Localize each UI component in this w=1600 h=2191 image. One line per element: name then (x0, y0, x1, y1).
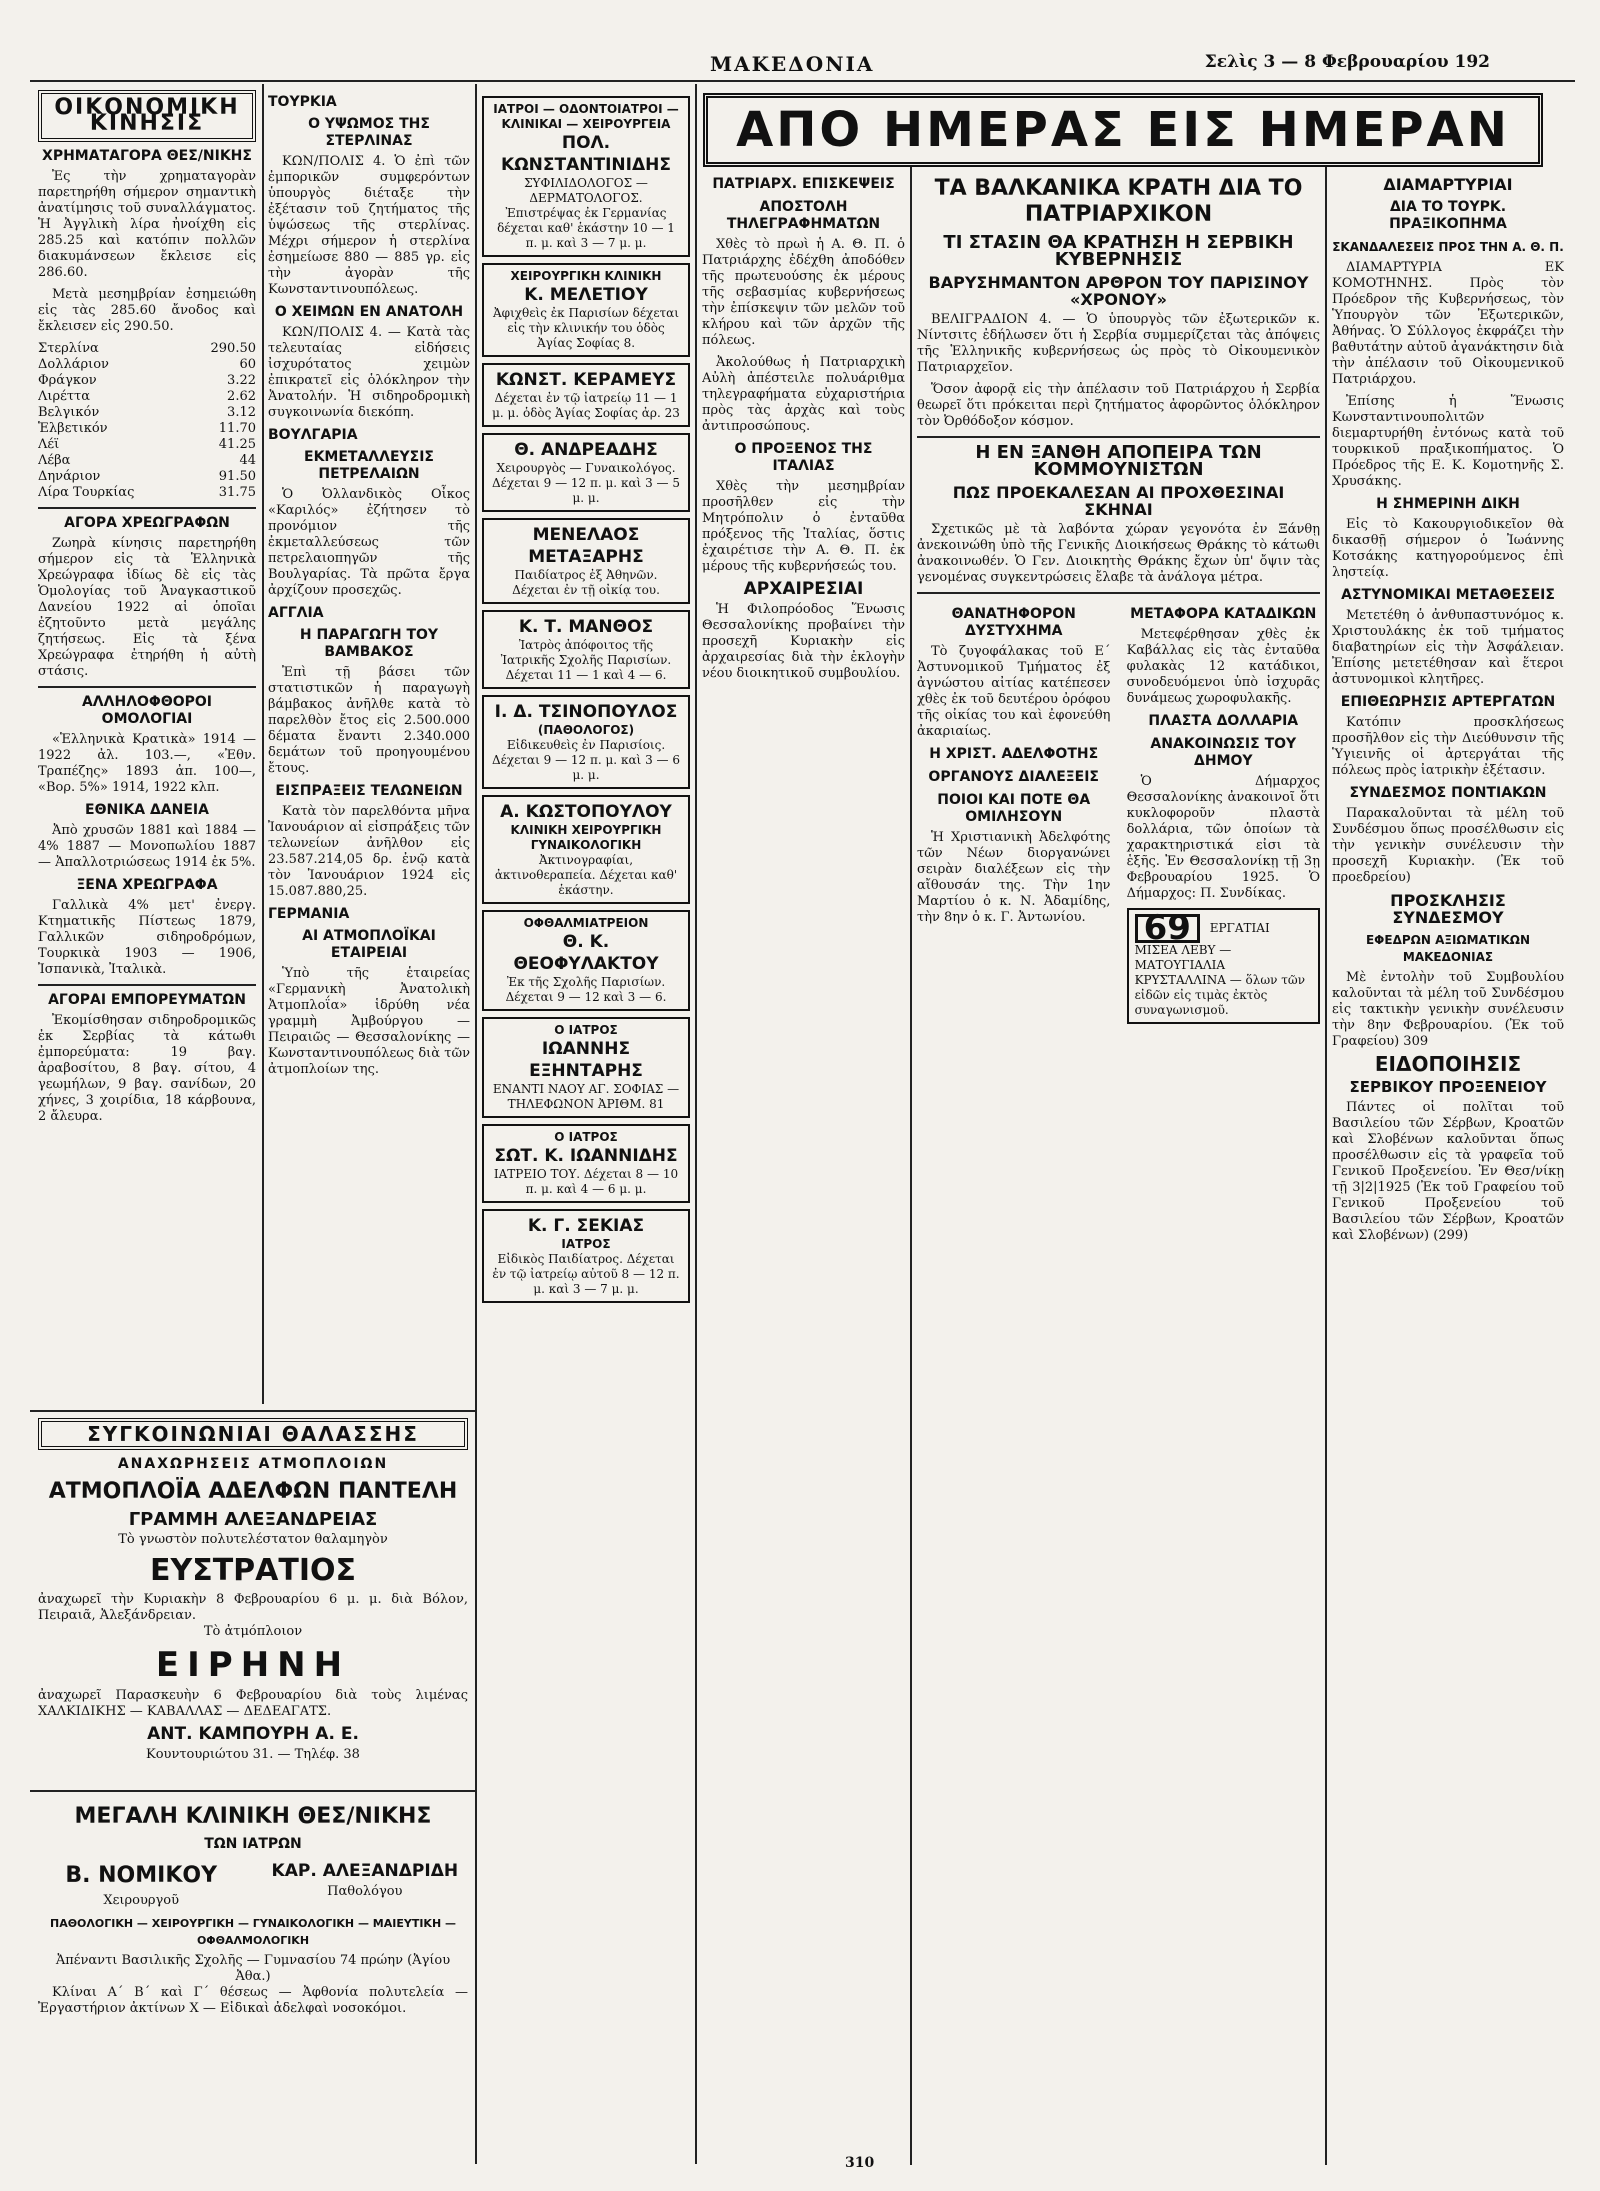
clinic-doctors (38, 1857, 468, 1909)
article-paragraph: Ἐπίσης ἡ Ἕνωσις Κωνσταντινουπολιτῶν διεμαρτυρήθη ἐντόνως κατὰ τοῦ τουρκικοῦ πραξικοπήματος. Ὁ Πρόεδρος τῆς Ε. Κ. Κομοτηνῆς Σ. Χρυσάκης. (1332, 394, 1564, 489)
shipping-ad (38, 1418, 468, 1778)
column-balkan-news (917, 170, 1320, 2160)
article-paragraph: Ὑπὸ τῆς ἑταιρείας «Γερμανικὴ Ἀνατολικὴ Ἀτμοπλοΐα» ἱδρύθη νέα γραμμὴ Ἀμβούργου — Πειραιῶς — Θεσσαλονίκης — Κωνσταντινουπόλεως διὰ τῶν ἀτμοπλοίων της. (268, 966, 470, 1077)
section-heading: ΠΑΤΡΙΑΡΧ. ΕΠΙΣΚΕΨΕΙΣ (712, 176, 895, 192)
clinic-title: ΜΕΓΑΛΗ ΚΛΙΝΙΚΗ ΘΕΣ/ΝΙΚΗΣ (74, 1804, 432, 1829)
column-rule (262, 84, 264, 1404)
article-paragraph: Κατόπιν προσκλήσεως προσῆλθον εἰς τὴν Διεύθυνσιν τῆς Ὑγιεινῆς οἱ ἀρτεργάται τῆς πόλεως πρὸς ἰατρικὴν ἐξέτασιν. (1332, 715, 1564, 778)
article-paragraph: Ὁ Ὀλλανδικὸς Οἶκος «Καριλός» ἐζήτησεν τὸ προνόμιον τῆς ἐκμεταλλεύσεως τῶν πετρελαιοπηγῶν τῆς Βουλγαρίας. Τὰ πρῶτα ἔργα ἀρχίζουν προσεχῶς. (268, 487, 470, 598)
column-doctors (482, 90, 690, 2160)
rate-row: Φράγκον 3.22 (38, 373, 256, 388)
section-rule (30, 1410, 475, 1412)
doctor-ad: Κ. Γ. ΣΕΚΙΑΣ ΙΑΤΡΟΣ Εἰδικὸς Παιδίατρος. Δέχεται ἐν τῷ ἰατρείῳ αὐτοῦ 8 — 12 π. μ. καὶ 3 — 7 μ. μ. (482, 1209, 690, 1303)
doctor-ad: Ι. Δ. ΤΣΙΝΟΠΟΥΛΟΣ (ΠΑΘΟΛΟΓΟΣ) Εἰδικευθεὶς ἐν Παρισίοις. Δέχεται 9 — 12 π. μ. καὶ 3 — 6 μ. μ. (482, 695, 690, 789)
column-rule (910, 165, 912, 2165)
column-foreign-economy (268, 90, 470, 1400)
country-tag: ΤΟΥΡΚΙΑ (268, 94, 337, 110)
section-heading: ΕΠΙΘΕΩΡΗΣΙΣ ΑΡΤΕΡΓΑΤΩΝ (1340, 694, 1556, 710)
section-heading: ΑΓΟΡΑ ΧΡΕΩΓΡΑΦΩΝ (64, 515, 230, 531)
doctor-ad: Κ. Τ. ΜΑΝΘΟΣ Ἰατρὸς ἀπόφοιτος τῆς Ἰατρικῆς Σχολῆς Παρισίων. Δέχεται 11 — 1 καὶ 4 — 6. (482, 610, 690, 689)
section-heading: ΕΙΔΟΠΟΙΗΣΙΣ (1374, 1052, 1522, 1076)
divider (38, 686, 256, 688)
column-economy (38, 90, 256, 1400)
section-heading: ΔΙΑΜΑΡΤΥΡΙΑΙ (1383, 175, 1513, 194)
headline: ΠΩΣ ΠΡΟΕΚΑΛΕΣΑΝ ΑΙ ΠΡΟΧΘΕΣΙΝΑΙ ΣΚΗΝΑΙ (952, 483, 1285, 519)
section-heading: ΠΟΙΟΙ ΚΑΙ ΠΟΤΕ ΘΑ ΟΜΙΛΗΣΟΥΝ (937, 792, 1091, 825)
clinic-ad (38, 1798, 468, 2098)
shipping-banner: ΣΥΓΚΟΙΝΩΝΙΑΙ ΘΑΛΑΣΣΗΣ (38, 1418, 468, 1450)
section-heading: ΑΙ ΑΤΜΟΠΛΟΪΚΑΙ ΕΤΑΙΡΕΙΑΙ (302, 928, 436, 961)
article-paragraph: Γαλλικὰ 4% μετ' ἐνεργ. Κτηματικῆς Πίστεως 1879, Γαλλικῶν σιδηροδρόμων, Τουρκικὰ 1903 — 1906, Ἰσπανικὰ, Ἰταλικὰ. (38, 898, 256, 977)
ad-agent: ΑΝΤ. ΚΑΜΠΟΥΡΗ Α. Ε. (147, 1724, 359, 1744)
section-heading: ΘΑΝΑΤΗΦΟΡΟΝ ΔΥΣΤΥΧΗΜΑ (951, 606, 1076, 639)
article-paragraph: Τὸ ζυγοφάλακας τοῦ Ε΄ Ἀστυνομικοῦ Τμήματος ἐξ ἀγνώστου αἰτίας κατέπεσεν χθὲς ἐκ τοῦ δευτέρου ὀρόφου τῆς οἰκίας του καὶ ἐφονεύθη ἀκαριαίως. (917, 644, 1111, 739)
section-rule (30, 1790, 475, 1792)
article-paragraph: Ἀπὸ χρυσῶν 1881 καὶ 1884 — 4% 1887 — Μονοπωλίου 1887 — Ἀπαλλοτριώσεως 1914 ἐκ 5%. (38, 823, 256, 870)
rate-row: Λέβα 44 (38, 453, 256, 468)
ship-name: ΕΥΣΤΡΑΤΙΟΣ (149, 1553, 356, 1588)
section-heading: ΣΥΝΔΕΣΜΟΣ ΠΟΝΤΙΑΚΩΝ (1349, 785, 1547, 801)
article-paragraph: ΚΩΝ/ΠΟΛΙΣ 4. Ὁ ἐπὶ τῶν ἐμπορικῶν συμφερόντων ὑπουργὸς διέταξε τὴν ἐξέτασιν τοῦ ζητήματος τῆς ὑψώσεως τῆς στερλίνας. Μέχρι σήμερον ἡ στερλίνα ἐσημείωσε 880 — 885 γρ. εἰς τὴν ἀγορὰν τῆς Κωνσταντινουπόλεως. (268, 154, 470, 297)
doctor-ad: Ο ΙΑΤΡΟΣ ΙΩΑΝΝΗΣ ΕΞΗΝΤΑΡΗΣ ΕΝΑΝΤΙ ΝΑΟΥ ΑΓ. ΣΟΦΙΑΣ — ΤΗΛΕΦΩΝΟΝ ἈΡΙΘΜ. 81 (482, 1017, 690, 1118)
doctor-name: ΚΑΡ. ΑΛΕΞΑΝΔΡΙΔΗ (271, 1861, 459, 1881)
clinic-text: Κλίναι Α΄ Β΄ καὶ Γ΄ θέσεως — Ἀφθονία πολυτελεία — Ἐργαστήριον ἀκτίνων Χ — Εἰδικαὶ ἀδελφαὶ νοσοκόμοι. (38, 1985, 468, 2016)
ad-subheading: ΑΝΑΧΩΡΗΣΕΙΣ ΑΤΜΟΠΛΟΙΩΝ (117, 1456, 389, 1472)
divider (38, 507, 256, 509)
clinic-departments: ΠΑΘΟΛΟΓΙΚΗ — ΧΕΙΡΟΥΡΓΙΚΗ — ΓΥΝΑΙΚΟΛΟΓΙΚΗ — ΜΑΙΕΥΤΙΚΗ — ΟΦΘΑΛΜΟΛΟΓΙΚΗ (49, 1917, 456, 1947)
section-heading: ΑΣΤΥΝΟΜΙΚΑΙ ΜΕΤΑΘΕΣΕΙΣ (1341, 587, 1555, 603)
section-heading: ΕΚΜΕΤΑΛΛΕΥΣΙΣ ΠΕΤΡΕΛΑΙΩΝ (304, 449, 434, 482)
two-col-block (917, 600, 1320, 1030)
economy-banner: ΟΙΚΟΝΟΜΙΚΗ ΚΙΝΗΣΙΣ (38, 90, 256, 142)
article-paragraph: Παρακαλοῦνται τὰ μέλη τοῦ Συνδέσμου ὅπως προσέλθωσιν εἰς τὴν γενικὴν συνέλευσιν τὴν προσεχῆ Κυριακὴν. (Ἐκ τοῦ προεδρείου) (1332, 806, 1564, 885)
section-heading: ΞΕΝΑ ΧΡΕΩΓΡΑΦΑ (76, 877, 218, 893)
column-rule (695, 84, 697, 2164)
ad-address: Κουντουριώτου 31. — Τηλέφ. 38 (146, 1747, 360, 1762)
rate-row: Λιρέττα 2.62 (38, 389, 256, 404)
article-paragraph: ΚΩΝ/ΠΟΛΙΣ 4. — Κατὰ τὰς τελευταίας εἰδήσεις ἰσχυρότατος χειμὼν ἐπικρατεῖ εἰς ὁλόκληρον τὴν Ἀνατολήν. Ἡ σιδηροδρομικὴ συγκοινωνία διεκόπη. (268, 325, 470, 420)
section-heading: ΑΠΟΣΤΟΛΗ ΤΗΛΕΓΡΑΦΗΜΑΤΩΝ (726, 199, 881, 232)
doctor-ad: ΚΩΝΣΤ. ΚΕΡΑΜΕΥΣ Δέχεται ἐν τῷ ἰατρείῳ 11 — 1 μ. μ. ὁδὸς Ἁγίας Σοφίας ἀρ. 23 (482, 363, 690, 427)
article-paragraph: Μετεφέρθησαν χθὲς ἐκ Καβάλλας εἰς τὰς ἐνταῦθα φυλακὰς 12 κατάδικοι, συνοδευόμενοι ὑπὸ ἰσχυρᾶς δυνάμεως χωροφυλακῆς. (1126, 627, 1320, 706)
section-heading: Ο ΠΡΟΞΕΝΟΣ ΤΗΣ ΙΤΑΛΙΑΣ (734, 441, 873, 474)
section-heading: ΟΡΓΑΝΟΥΣ ΔΙΑΛΕΞΕΙΣ (928, 769, 1099, 785)
article-paragraph: Ζωηρὰ κίνησις παρετηρήθη σήμερον εἰς τὰ Ἑλληνικὰ Χρεώγραφα ἰδίως δὲ εἰς τὰς Ὁμολογίας τοῦ Ἀναγκαστικοῦ Δανείου 1922 αἱ ὁποῖαι ἐζητοῦντο μετὰ μεγάλης ζητήσεως. Εἰς τὰ ξένα Χρεώγραφα ἐτηρήθη ἡ αὐτὴ στάσις. (38, 536, 256, 679)
doctor-name: Β. ΝΟΜΙΚΟΥ (65, 1863, 218, 1888)
article-paragraph: Ἡ Φιλοπρόοδος Ἕνωσις Θεσσαλονίκης προβαίνει τὴν προσεχῆ Κυριακὴν εἰς ἀρχαιρεσίας διὰ τὴν ἐκλογὴν νέου διοικητικοῦ συμβουλίου. (702, 602, 905, 681)
headline: ΒΑΡΥΣΗΜΑΝΤΟΝ ΑΡΘΡΟΝ ΤΟΥ ΠΑΡΙΣΙΝΟΥ «ΧΡΟΝΟΥ» (928, 273, 1309, 309)
article-paragraph: Μὲ ἐντολὴν τοῦ Συμβουλίου καλοῦνται τὰ μέλη τοῦ Συνδέσμου εἰς τακτικὴν γενικὴν συνέλευσιν τὴν 8ην Φεβρουαρίου. (Ἐκ τοῦ Γραφείου) 309 (1332, 970, 1564, 1049)
newspaper-title: ΜΑΚΕΔΟΝΙΑ (710, 52, 875, 76)
clinic-address: Ἀπέναντι Βασιλικῆς Σχολῆς — Γυμνασίου 74 πρώην (Ἀγίου Ἀθα.) (55, 1953, 451, 1984)
section-heading: ΜΕΤΑΦΟΡΑ ΚΑΤΑΔΙΚΩΝ (1130, 606, 1317, 622)
doctor-role: Χειρουργοῦ (103, 1893, 179, 1908)
doctor-ad: ΙΑΤΡΟΙ — ΟΔΟΝΤΟΙΑΤΡΟΙ — ΚΛΙΝΙΚΑΙ — ΧΕΙΡΟΥΡΓΕΙΑ ΠΟΛ. ΚΩΝΣΤΑΝΤΙΝΙΔΗΣ ΣΥΦΙΛΙΔΟΛΟΓΟΣ — ΔΕΡΜΑΤΟΛΟΓΟΣ. Ἐπιστρέψας ἐκ Γερμανίας δέχεται καθ' ἑκάστην 10 — 1 π. μ. καὶ 3 — 7 μ. μ. (482, 96, 690, 257)
article-paragraph: Ὅσον ἀφορᾷ εἰς τὴν ἀπέλασιν τοῦ Πατριάρχου ἡ Σερβία θεωρεῖ ὅτι πρόκειται περὶ ζητήματος ἀφορῶντος ὁλόκληρον τὸν Ὀρθόδοξον κόσμον. (917, 382, 1320, 429)
section-heading: ΑΓΟΡΑΙ ΕΜΠΟΡΕΥΜΑΤΩΝ (48, 992, 246, 1008)
article-paragraph: Σχετικῶς μὲ τὰ λαβόντα χώραν γεγονότα ἐν Ξάνθῃ ἀνεκοινώθη ὑπὸ τῆς Γενικῆς Διοικήσεως Θράκης τὸ κάτωθι ἀνακοινωθέν. Ὁ Γεν. Διοικητὴς Θράκης ἔχων ὑπ' ὄψιν τὰς γενομένας συγκεντρώσεις ἔλαβε τὰ ἀνάλογα μέτρα. (917, 522, 1320, 585)
ad-company: ΑΤΜΟΠΛΟΪΑ ΑΔΕΛΦΩΝ ΠΑΝΤΕΛΗ (48, 1479, 458, 1504)
section-heading: Η ΠΑΡΑΓΩΓΗ ΤΟΥ ΒΑΜΒΑΚΟΣ (299, 627, 439, 660)
clinic-sub: ΤΩΝ ΙΑΤΡΩΝ (204, 1836, 302, 1852)
column-rule (1325, 165, 1327, 2165)
section-heading: ΕΦΕΔΡΩΝ ΑΞΙΩΜΑΤΙΚΩΝ ΜΑΚΕΔΟΝΙΑΣ (1365, 933, 1531, 964)
section-heading: ΠΛΑΣΤΑ ΔΟΛΛΑΡΙΑ (1148, 713, 1299, 729)
store-text: ΕΡΓΑΤΙΑΙ ΜΙΣΕΑ ΛΕΒΥ — ΜΑΤΟΥΓΙΑΛΙΑ ΚΡΥΣΤΑΛΛΙΝΑ — ὅλων τῶν εἰδῶν εἰς τιμὰς ἐκτὸς συναγωνισμοῦ. (1134, 921, 1305, 1017)
article-paragraph: Μετετέθη ὁ ἀνθυπαστυνόμος κ. Χριστουλάκης ἐκ τοῦ τμήματος διαβατηρίων εἰς τὴν Ἀσφάλειαν. Ἐπίσης μετετέθησαν καὶ ἕτεροι ἀστυνομικοὶ κλητῆρες. (1332, 608, 1564, 687)
rate-row: Βελγικόν 3.12 (38, 405, 256, 420)
doctor-ad: ΜΕΝΕΛΑΟΣ ΜΕΤΑΞΑΡΗΣ Παιδίατρος ἐξ Ἀθηνῶν. Δέχεται ἐν τῇ οἰκίᾳ του. (482, 518, 690, 604)
store-number: 69 (1135, 914, 1200, 943)
article-paragraph: Ἀκολούθως ἡ Πατριαρχικὴ Αὐλὴ ἀπέστειλε πολυάριθμα τηλεγραφήματα εὐχαριστήρια πρὸς τὰς ἀρχὰς καὶ τοὺς ἀντιπροσώπους. (702, 355, 905, 434)
ad-text: ἀναχωρεῖ Παρασκευὴν 6 Φεβρουαρίου διὰ τοὺς λιμένας ΧΑΛΚΙΔΙΚΗΣ — ΚΑΒΑΛΛΑΣ — ΔΕΔΕΑΓΑΤΣ. (38, 1688, 468, 1719)
section-heading: ΠΡΟΣΚΛΗΣΙΣ ΣΥΝΔΕΣΜΟΥ (1390, 891, 1506, 927)
country-tag: ΒΟΥΛΓΑΡΙΑ (268, 427, 358, 443)
page-number: 310 (845, 2155, 875, 2171)
article-paragraph: Χθὲς τὸ πρωὶ ἡ Α. Θ. Π. ὁ Πατριάρχης ἐδέχθη ἀποδόθεν τῆς πρωτευούσης ἐκ μέρους τῆς σεβασμίας κυβερνήσεως τὴν ἐπίσκεψιν τῶν μελῶν τοῦ κλήρου καὶ τῶν ἀρχῶν τῆς πόλεως. (702, 237, 905, 348)
section-title-banner: ΑΠΟ ΗΜΕΡΑΣ ΕΙΣ ΗΜΕΡΑΝ (703, 93, 1543, 167)
section-heading: ΧΡΗΜΑΤΑΓΟΡΑ ΘΕΣ/ΝΙΚΗΣ (42, 148, 252, 164)
section-heading: Ο ΧΕΙΜΩΝ ΕΝ ΑΝΑΤΟΛΗ (274, 304, 464, 320)
section-heading: ΕΙΣΠΡΑΞΕΙΣ ΤΕΛΩΝΕΙΩΝ (275, 783, 463, 799)
rate-row: Ἑλβετικόν 11.70 (38, 421, 256, 436)
section-heading: ΔΙΑ ΤΟ ΤΟΥΡΚ. ΠΡΑΞΙΚΟΠΗΜΑ (1389, 199, 1507, 232)
rate-row: Δηνάριον 91.50 (38, 469, 256, 484)
rate-row: Στερλίνα 290.50 (38, 341, 256, 356)
top-rule (30, 80, 1575, 82)
article-paragraph: Μετὰ μεσημβρίαν ἐσημειώθη εἰς τὰς 285.60 ἄνοδος καὶ ἔκλεισεν εἰς 290.50. (38, 287, 256, 334)
divider (917, 592, 1320, 594)
section-heading: ΕΘΝΙΚΑ ΔΑΝΕΙΑ (85, 802, 209, 818)
doctor-ad: ΟΦΘΑΛΜΙΑΤΡΕΙΟΝ Θ. Κ. ΘΕΟΦΥΛΑΚΤΟΥ Ἐκ τῆς Σχολῆς Παρισίων. Δέχεται 9 — 12 καὶ 3 — 6. (482, 910, 690, 1011)
doctor-ad: Ο ΙΑΤΡΟΣ ΣΩΤ. Κ. ΙΩΑΝΝΙΔΗΣ ΙΑΤΡΕΙΟ ΤΟΥ. Δέχεται 8 — 10 π. μ. καὶ 4 — 6 μ. μ. (482, 1124, 690, 1203)
section-heading: ΑΡΧΑΙΡΕΣΙΑΙ (743, 579, 864, 599)
ship-name: ΕΙΡΗΝΗ (155, 1645, 351, 1685)
headline: ΤΙ ΣΤΑΣΙΝ ΘΑ ΚΡΑΤΗΣΗ Η ΣΕΡΒΙΚΗ ΚΥΒΕΡΝΗΣΙΣ (943, 232, 1294, 270)
ad-line: ΓΡΑΜΜΗ ΑΛΕΞΑΝΔΡΕΙΑΣ (128, 1509, 378, 1530)
running-head (0, 52, 1600, 76)
divider (917, 436, 1320, 438)
article-paragraph: Ἐπὶ τῇ βάσει τῶν στατιστικῶν ἡ παραγωγὴ βάμβακος ἀνῆλθε κατὰ τὸ παρελθὸν ἔτος εἰς 2.500.000 δέματα ἔναντι 2.340.000 δεμάτων τοῦ προηγουμένου ἔτους. (268, 665, 470, 776)
exchange-rates-list (38, 341, 256, 501)
article-paragraph: Κατὰ τὸν παρελθόντα μῆνα Ἰανουάριον αἱ εἰσπράξεις τῶν τελωνείων ἀνῆλθον εἰς 23.587.214,05 δρ. ἐνῷ κατὰ τὸν Ἰανουάριον 1924 εἰς 15.087.880,25. (268, 804, 470, 899)
doctor-ad: Θ. ΑΝΔΡΕΑΔΗΣ Χειρουργὸς — Γυναικολόγος. Δέχεται 9 — 12 π. μ. καὶ 3 — 5 μ. μ. (482, 433, 690, 512)
section-heading: Η ΧΡΙΣΤ. ΑΔΕΛΦΟΤΗΣ (929, 746, 1099, 762)
column-rule (475, 84, 477, 2164)
ad-text: ἀναχωρεῖ τὴν Κυριακὴν 8 Φεβρουαρίου 6 μ. μ. διὰ Βόλον, Πειραιᾶ, Ἀλεξάνδρειαν. (38, 1592, 468, 1623)
column-protests (1332, 170, 1564, 2160)
article-paragraph: Πάντες οἱ πολῖται τοῦ Βασιλείου τῶν Σέρβων, Κροατῶν καὶ Σλοβένων καλοῦνται ὅπως προσέλθωσιν εἰς τὰ γραφεῖα τοῦ Γενικοῦ Προξενείου. Ἐν Θεσ/νίκῃ τῇ 3|2|1925 (Ἐκ τοῦ Γραφείου τοῦ Γενικοῦ Προξενείου τοῦ Βασιλείου τῶν Σέρβων, Κροατῶν καὶ Σλοβένων) (299) (1332, 1100, 1564, 1243)
section-heading: ΣΚΑΝΔΑΛΕΣΕΙΣ ΠΡΟΣ ΤΗΝ Α. Θ. Π. (1332, 240, 1564, 254)
article-paragraph: Ἡ Χριστιανικὴ Ἀδελφότης τῶν Νέων διοργανώνει σειρὰν διαλέξεων εἰς τὴν αἴθουσάν της. Τὴν 1ην Μαρτίου ὁ κ. Ν. Ἀδαμίδης, τὴν 8ην ὁ κ. Γ. Ἀντωνίου. (917, 830, 1111, 925)
divider (38, 984, 256, 986)
rate-row: Δολλάριον 60 (38, 357, 256, 372)
column-patriarchate (702, 170, 905, 2160)
doctor-ad: ΧΕΙΡΟΥΡΓΙΚΗ ΚΛΙΝΙΚΗ Κ. ΜΕΛΕΤΙΟΥ Ἀφιχθεὶς ἐκ Παρισίων δέχεται εἰς τὴν κλινικήν του ὁδὸς Ἀγίας Σοφίας 8. (482, 263, 690, 357)
ad-text: Τὸ ἀτμόπλοιον (203, 1624, 303, 1639)
article-paragraph: ΒΕΛΙΓΡΑΔΙΟΝ 4. — Ὁ ὑπουργὸς τῶν ἐξωτερικῶν κ. Νίντσιτς ἐδήλωσεν ὅτι ἡ Σερβία συμμερίζεται τὰς ἀπόψεις τῆς Ἑλληνικῆς κυβερνήσεως ὡς πρὸς τὸ Οἰκουμενικὸν Πατριαρχεῖον. (917, 312, 1320, 375)
article-paragraph: Εἰς τὸ Κακουργιοδικεῖον θὰ δικασθῇ σήμερον ὁ Ἰωάννης Κοτσάκης κατηγορούμενος ἐπὶ ληστείᾳ. (1332, 517, 1564, 580)
section-heading: ΣΕΡΒΙΚΟΥ ΠΡΟΞΕΝΕΙΟΥ (1349, 1078, 1547, 1096)
headline: ΤΑ ΒΑΛΚΑΝΙΚΑ ΚΡΑΤΗ ΔΙΑ ΤΟ ΠΑΤΡΙΑΡΧΙΚΟΝ (934, 176, 1303, 227)
article-paragraph: Ἐς τὴν χρηματαγορὰν παρετηρήθη σήμερον σημαντικὴ ἀνατίμησις τοῦ συναλλάγματος. Ἡ Ἀγγλικὴ λίρα ἠνοίχθη εἰς 285.25 καὶ κατόπιν πολλῶν διακυμάνσεων ἔκλεισε εἰς 286.60. (38, 169, 256, 280)
article-paragraph: ΔΙΑΜΑΡΤΥΡΙΑ ΕΚ ΚΟΜΟΤΗΝΗΣ. Πρὸς τὸν Πρόεδρον τῆς Κυβερνήσεως, τὸν Ὑπουργὸν τῶν Ἐξωτερικῶν, Ἀθήνας. Ὁ Σύλλογος ἐκφράζει τὴν βαθυτάτην αὐτοῦ ἀγανάκτησιν διὰ τὴν ἀπέλασιν τοῦ Οἰκουμενικοῦ Πατριάρχου. (1332, 260, 1564, 387)
section-heading: ΑΛΛΗΛΟΦΘΟΡΟΙ ΟΜΟΛΟΓΙΑΙ (81, 694, 213, 727)
page-date: Σελὶς 3 — 8 Φεβρουαρίου 192 (1204, 52, 1490, 72)
country-tag: ΓΕΡΜΑΝΙΑ (268, 906, 350, 922)
article-paragraph: «Ἑλληνικὰ Κρατικὰ» 1914 — 1922 ἀλ. 103.—, «Ἐθν. Τραπέζης» 1893 ἀπ. 100—, «Βορ. 5%» 1914, 1922 κλπ. (38, 732, 256, 795)
article-paragraph: Ἐκομίσθησαν σιδηροδρομικῶς ἐκ Σερβίας τὰ κάτωθι ἐμπορεύματα: 19 βαγ. ἀραβοσίτου, 8 βαγ. σίτου, 4 γεωμήλων, 9 βαγ. σανίδων, 20 χήνες, 3 χοιρίδια, 18 κάρβουνα, 2 ἄλευρα. (38, 1013, 256, 1124)
rate-row: Λέϊ 41.25 (38, 437, 256, 452)
country-tag: ΑΓΓΛΙΑ (268, 605, 324, 621)
article-paragraph: Ὁ Δήμαρχος Θεσσαλονίκης ἀνακοινοῖ ὅτι κυκλοφοροῦν πλαστὰ δολλάρια, τῶν ὁποίων τὰ χαρακτηριστικά εἰσι τὰ ἑξῆς. Ἐν Θεσσαλονίκῃ τῇ 3ῃ Φεβρουαρίου 1925. Ὁ Δήμαρχος: Π. Συνδίκας. (1126, 774, 1320, 901)
section-heading: Ο ΥΨΩΜΟΣ ΤΗΣ ΣΤΕΡΛΙΝΑΣ (308, 116, 430, 149)
section-heading: Η ΣΗΜΕΡΙΝΗ ΔΙΚΗ (1376, 496, 1520, 512)
doctor-ad: Α. ΚΩΣΤΟΠΟΥΛΟΥ ΚΛΙΝΙΚΗ ΧΕΙΡΟΥΡΓΙΚΗ ΓΥΝΑΙΚΟΛΟΓΙΚΗ Ἀκτινογραφίαι, ἀκτινοθεραπεία. Δέχεται καθ' ἑκάστην. (482, 795, 690, 904)
store-ad (1127, 908, 1320, 1024)
article-paragraph: Χθὲς τὴν μεσημβρίαν προσῆλθεν εἰς τὴν Μητρόπολιν ὁ ἐνταῦθα πρόξενος τῆς Ἰταλίας, ὅστις ἐχαιρέτισε τὴν Α. Θ. Π. ἐκ μέρους τῆς κυβερνήσεώς του. (702, 479, 905, 574)
headline: Η ΕΝ ΞΑΝΘΗ ΑΠΟΠΕΙΡΑ ΤΩΝ ΚΟΜΜΟΥΝΙΣΤΩΝ (975, 442, 1262, 480)
section-heading: ΑΝΑΚΟΙΝΩΣΙΣ ΤΟΥ ΔΗΜΟΥ (1150, 736, 1297, 769)
rate-row: Λίρα Τουρκίας 31.75 (38, 485, 256, 500)
ad-text: Τὸ γνωστὸν πολυτελέστατον θαλαμηγὸν (118, 1532, 388, 1547)
doctor-role: Παθολόγου (327, 1884, 403, 1899)
